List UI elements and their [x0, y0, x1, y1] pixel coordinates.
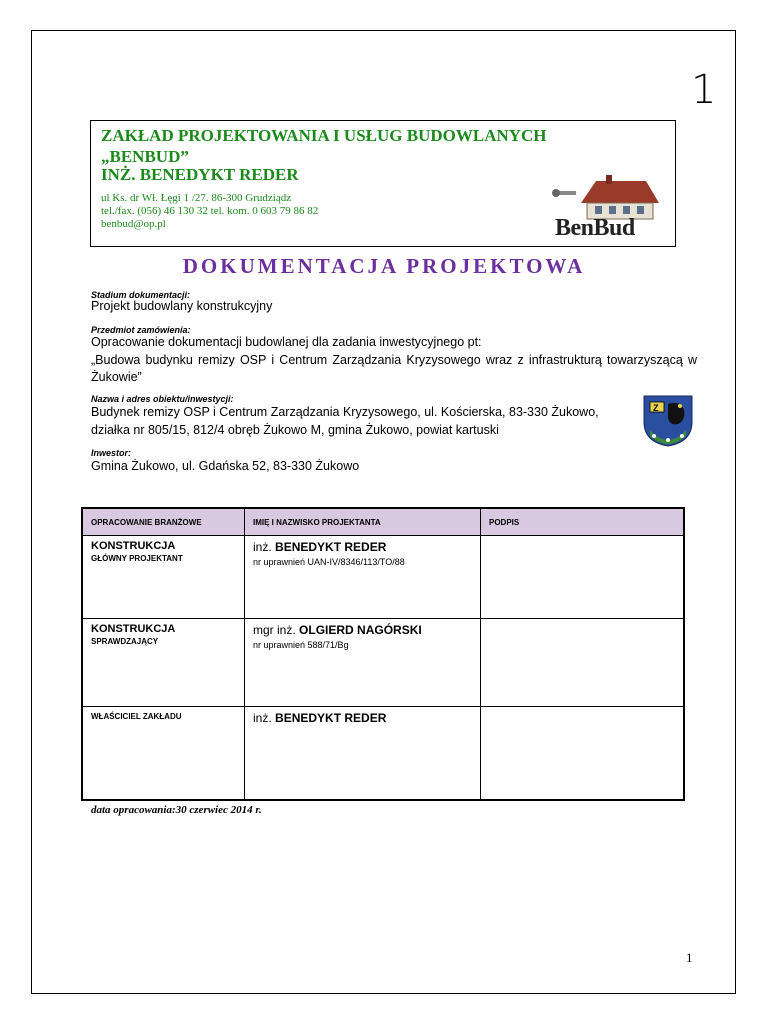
branch-cell [82, 619, 245, 707]
designer-name-line [245, 707, 480, 725]
design-team-table [81, 507, 685, 801]
designer-permission: nr uprawnień 588/71/Bg [253, 640, 349, 650]
page-number-bottom: 1 [686, 950, 693, 965]
branch-name: KONSTRUKCJA [91, 540, 176, 552]
firm-brand: „BENBUD” [101, 147, 189, 166]
signature-cell [481, 619, 685, 707]
designer-name-line [245, 619, 480, 637]
firm-name: ZAKŁAD PROJEKTOWANIA I USŁUG BUDOWLANYCH [101, 126, 547, 145]
designer-title: inż. [253, 711, 272, 725]
firm-phones: tel./fax. (056) 46 130 32 tel. kom. 0 603 79 86 82 [101, 205, 319, 217]
table-header-row [82, 508, 684, 536]
page-number-top: 1 [691, 67, 717, 113]
signature-cell [481, 536, 685, 619]
designer-name: BENEDYKT REDER [275, 711, 387, 725]
firm-header [90, 120, 676, 247]
designer-permission: nr uprawnień UAN-IV/8346/113/TO/88 [253, 557, 405, 567]
object-line2: działka nr 805/15, 812/4 obręb Żukowo M, gmina Żukowo, powiat kartuski [91, 423, 499, 437]
table-row [82, 536, 684, 619]
branch-cell [82, 707, 245, 801]
stage-label: Stadium dokumentacji: [91, 290, 191, 300]
branch-role: GŁÓWNY PROJEKTANT [91, 554, 183, 563]
subject-line1: Opracowanie dokumentacji budowlanej dla zadania inwestycyjnego pt: [91, 335, 482, 349]
branch-name: KONSTRUKCJA [91, 623, 176, 635]
firm-owner: INŻ. BENEDYKT REDER [101, 165, 299, 184]
firm-address: ul Ks. dr Wł. Łęgi 1 /27. 86-300 Grudziądz [101, 192, 292, 204]
designer-cell [245, 536, 481, 619]
branch-role: WŁAŚCICIEL ZAKŁADU [91, 712, 182, 721]
branch-cell [82, 536, 245, 619]
signature-cell [481, 707, 685, 801]
branch-role: SPRAWDZAJĄCY [91, 637, 159, 646]
object-line1: Budynek remizy OSP i Centrum Zarządzania Kryzysowego, ul. Kościerska, 83-330 Żukowo, [91, 405, 599, 419]
designer-name: OLGIERD NAGÓRSKI [299, 623, 422, 637]
designer-title: mgr inż. [253, 623, 296, 637]
header-designer: IMIĘ I NAZWISKO PROJEKTANTA [245, 508, 481, 536]
object-label: Nazwa i adres obiektu/inwestycji: [91, 394, 234, 404]
designer-name-line [245, 536, 480, 554]
designer-name: BENEDYKT REDER [275, 540, 387, 554]
subject-label: Przedmiot zamówienia: [91, 325, 191, 335]
designer-cell [245, 707, 481, 801]
header-branch: OPRACOWANIE BRANŻOWE [82, 508, 245, 536]
svg-text:Z: Z [653, 403, 659, 413]
date-line: data opracowania:30 czerwiec 2014 r. [91, 804, 262, 816]
subject-line2: „Budowa budynku remizy OSP i Centrum Zarządzania Kryzysowego wraz z infrastrukturą towarzyszącą w Żukowie” [91, 353, 697, 384]
stage-value: Projekt budowlany konstrukcyjny [91, 299, 273, 313]
document-title: DOKUMENTACJA PROJEKTOWA [182, 254, 586, 278]
header-signature: PODPIS [481, 508, 685, 536]
table-row [82, 707, 684, 801]
investor-value: Gmina Żukowo, ul. Gdańska 52, 83-330 Żukowo [91, 459, 360, 473]
benbud-logo-text: BenBud [555, 215, 635, 241]
zukowo-coat-of-arms-icon [640, 392, 696, 448]
designer-cell [245, 619, 481, 707]
firm-email: benbud@op.pl [101, 218, 166, 230]
investor-label: Inwestor: [91, 448, 132, 458]
table-row [82, 619, 684, 707]
designer-title: inż. [253, 540, 272, 554]
